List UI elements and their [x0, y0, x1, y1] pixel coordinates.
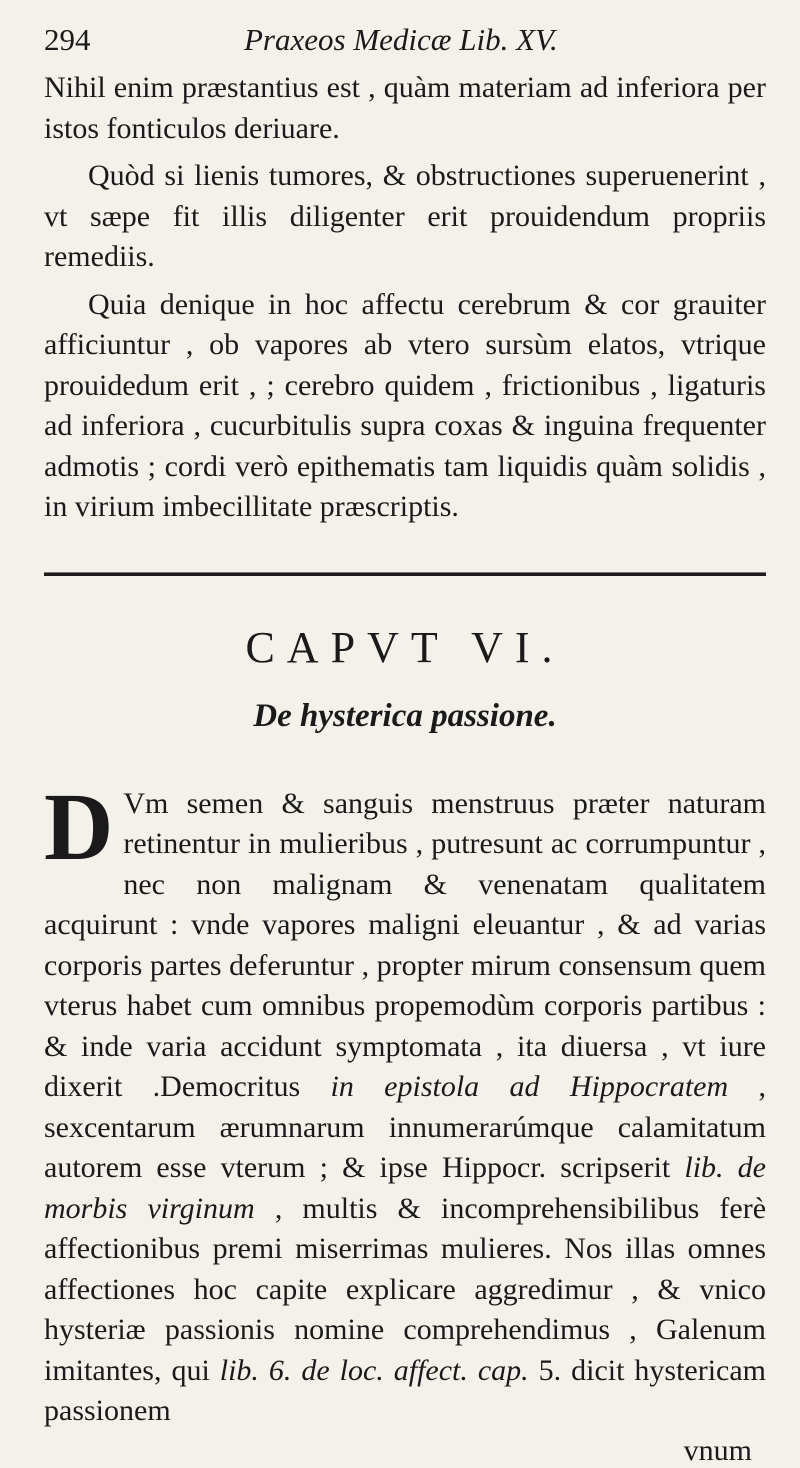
citation-1: in epistola ad Hippocratem: [330, 1070, 729, 1103]
chapter-paragraph: [44, 772, 767, 1432]
citation-2: lib. de morbis virginum: [44, 1151, 767, 1225]
chapter-body: [44, 772, 767, 1468]
section-divider: [44, 572, 766, 576]
body-text-4: 5. dicit hystericam passionem: [44, 1353, 767, 1427]
drop-cap: D: [44, 772, 114, 880]
running-title: Praxeos Medicæ Lib. XV.: [244, 22, 558, 57]
body-text-2: , sexcentarum ærumnarum innumerarúmque calamitatum autorem esse vterum ; & ipse Hippocr. scripserit: [44, 1070, 767, 1184]
chapter-subtitle: De hysterica passione.: [253, 697, 557, 734]
citation-3: lib. 6. de loc. affect. cap.: [219, 1353, 529, 1387]
body-text-1: Vm semen & sanguis menstruus præter naturam retinentur in mulieribus , putresunt ac corrumpuntur , nec non malignam & venenatam qualitatem acquirunt : vnde vapores maligni eleuantur , & ad varias corporis partes deferuntur , propter mirum consensum quem vterus habet cum omnibus propemodùm corporis partibus : & inde varia accidunt symptomata , ita diuersa , vt iure dixerit .Democritus: [44, 786, 766, 1103]
chapter-title: CAPVT VI.: [245, 622, 565, 672]
page-header: [44, 22, 766, 68]
paragraph-3: Quia denique in hoc affectu cerebrum & cor grauiter afficiuntur , ob vapores ab vtero sursùm elatos, vtrique prouidedum erit , ; cerebro quidem , frictionibus , ligaturis ad inferiora , cucurbitulis supra coxas & inguina frequenter admotis ; cordi verò epithematis tam liquidis quàm solidis , in virium imbecillitate præscriptis.: [44, 287, 766, 523]
catchword: vnum: [683, 1433, 752, 1467]
page-number: 294: [44, 22, 91, 57]
paragraph-2: Quòd si lienis tumores, & obstructiones superuenerint , vt sæpe fit illis diligenter erit prouidendum propriis remediis.: [44, 159, 766, 273]
paragraph-1: Nihil enim præstantius est , quàm materiam ad inferiora per istos fonticulos deriuare.: [44, 71, 766, 145]
body-text-3: , multis & incomprehensibilibus ferè affectionibus premi miserrimas mulieres. Nos illas omnes affectiones hoc capite explicare aggredimur , & vnico hysteriæ passionis nomine comprehendimus , Galenum imitantes, qui: [44, 1191, 767, 1387]
